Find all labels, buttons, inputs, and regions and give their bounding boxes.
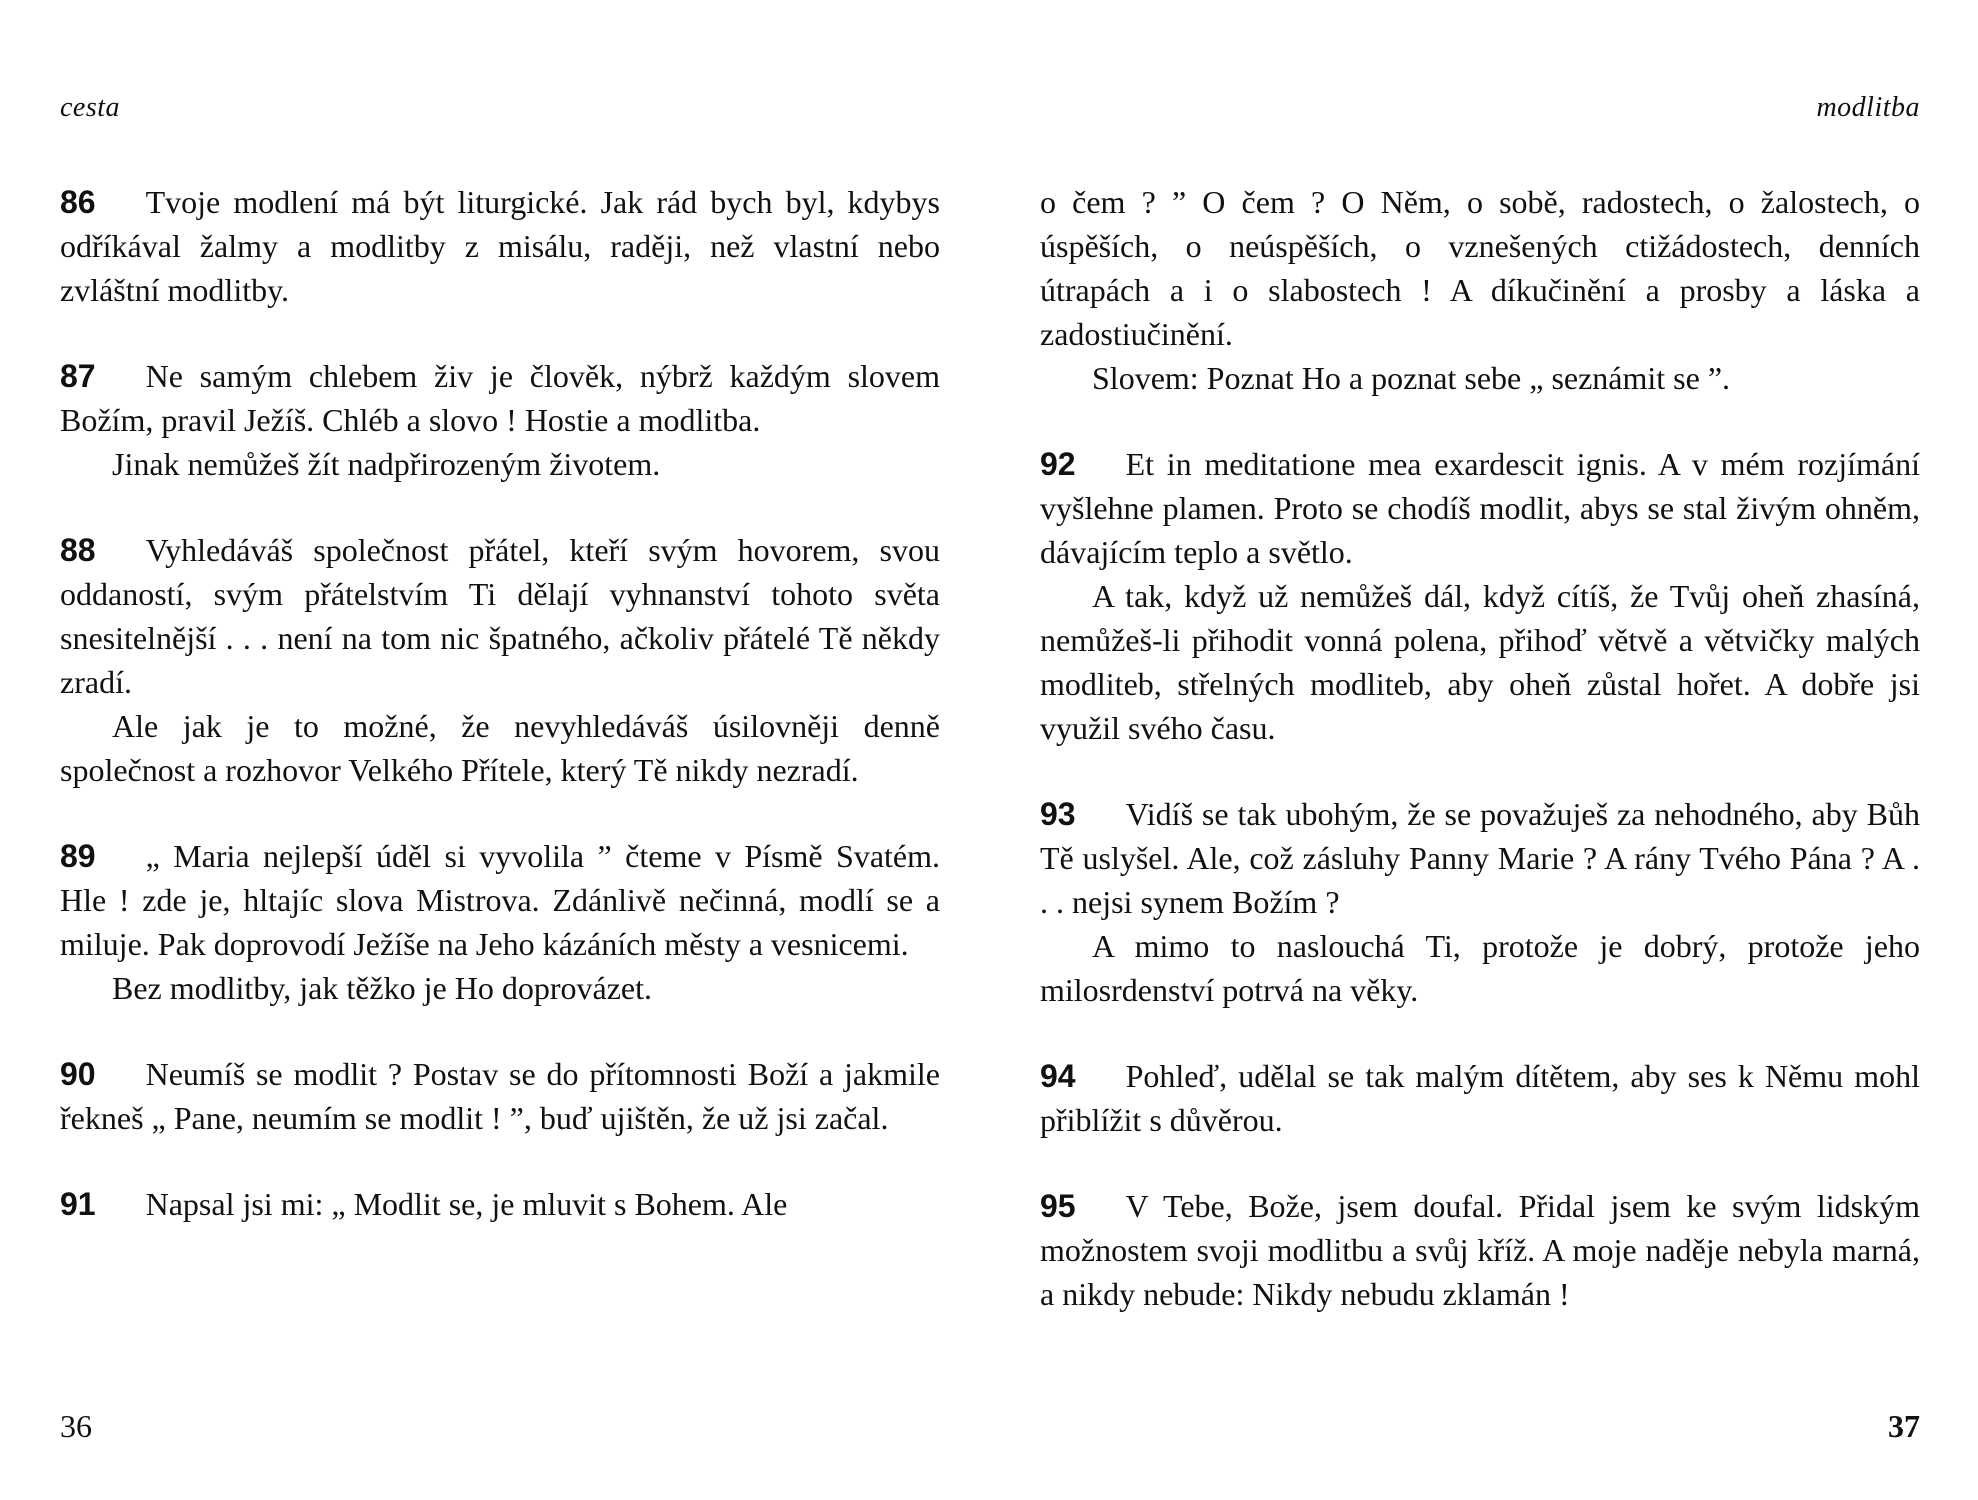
paragraph-text: o čem ? ” O čem ? O Něm, o sobě, radostech, o žalostech, o úspěších, o neúspěších, o vznešených ctižádostech, denních útrapách a i o slabostech ! A díkučinění a prosby a láska a zadostiučinění.: [1040, 184, 1920, 352]
paragraph-number: 92: [1040, 446, 1076, 482]
paragraph-continuation: Jinak nemůžeš žít nadpřirozeným životem.: [112, 446, 661, 482]
paragraph-text: Ne samým chlebem živ je člověk, nýbrž každým slovem Božím, pravil Ježíš. Chléb a slovo ! Hostie a modlitba.: [60, 358, 940, 438]
paragraph-93: [1040, 792, 1920, 1012]
right-page: [1040, 0, 1920, 1500]
paragraph-number: 88: [60, 532, 96, 568]
paragraph-91-continued: [1040, 180, 1920, 400]
paragraph-92: [1040, 442, 1920, 750]
paragraph-text: Vidíš se tak ubohým, že se považuješ za nehodného, aby Bůh Tě uslyšel. Ale, což zásluhy Panny Marie ? A rány Tvého Pána ? A . . . nejsi synem Božím ?: [1040, 796, 1920, 920]
paragraph-number: 93: [1040, 796, 1076, 832]
paragraph-number: 86: [60, 184, 96, 220]
paragraph-number: 87: [60, 358, 96, 394]
paragraph-text: Vyhledáváš společnost přátel, kteří svým hovorem, svou oddaností, svým přátelstvím Ti dělají vyhnanství tohoto světa snesitelnější . . . není na tom nic špatného, ačkoliv přátelé Tě někdy zradí.: [60, 532, 940, 700]
paragraph-text: Napsal jsi mi: „ Modlit se, je mluvit s Bohem. Ale: [145, 1186, 788, 1222]
paragraph-continuation: A tak, když už nemůžeš dál, když cítíš, že Tvůj oheň zhasíná, nemůžeš-li přihodit vonná polena, přihoď větvě a větvičky malých modliteb, střelných modliteb, aby oheň zůstal hořet. A dobře jsi využil svého času.: [1040, 578, 1920, 746]
paragraph-text: Pohleď, udělal se tak malým dítětem, aby ses k Němu mohl přiblížit s důvěrou.: [1040, 1058, 1920, 1138]
paragraph-87: [60, 354, 940, 486]
paragraph-continuation: A mimo to naslouchá Ti, protože je dobrý, protože jeho milosrdenství potrvá na věky.: [1040, 928, 1920, 1008]
page-number-left: 36: [60, 1408, 92, 1444]
paragraph-94: [1040, 1054, 1920, 1142]
paragraph-continuation: Bez modlitby, jak těžko je Ho doprovázet.: [112, 970, 652, 1006]
paragraph-number: 89: [60, 838, 96, 874]
paragraph-95: [1040, 1184, 1920, 1316]
paragraph-91: [60, 1182, 940, 1226]
left-page-body: [60, 180, 940, 1268]
left-page: [60, 0, 940, 1500]
paragraph-number: 95: [1040, 1188, 1076, 1224]
paragraph-90: [60, 1052, 940, 1140]
paragraph-continuation: Ale jak je to možné, že nevyhledáváš úsilovněji denně společnost a rozhovor Velkého Přítele, který Tě nikdy nezradí.: [60, 708, 940, 788]
page-number-right: 37: [1888, 1408, 1920, 1444]
paragraph-number: 94: [1040, 1058, 1076, 1094]
paragraph-88: [60, 528, 940, 792]
paragraph-text: Tvoje modlení má být liturgické. Jak rád bych byl, kdybys odříkával žalmy a modlitby z misálu, raději, než vlastní nebo zvláštní modlitby.: [60, 184, 940, 308]
paragraph-text: „ Maria nejlepší úděl si vyvolila ” čteme v Písmě Svatém. Hle ! zde je, hltajíc slova Mistrova. Zdánlivě nečinná, modlí se a miluje. Pak doprovodí Ježíše na Jeho kázáních městy a vesnicemi.: [60, 838, 940, 962]
paragraph-number: 91: [60, 1186, 96, 1222]
paragraph-number: 90: [60, 1056, 96, 1092]
right-page-body: [1040, 180, 1920, 1358]
paragraph-89: [60, 834, 940, 1010]
running-head-right: modlitba: [1816, 92, 1920, 123]
paragraph-86: [60, 180, 940, 312]
running-head-left: cesta: [60, 92, 121, 123]
paragraph-text: Et in meditatione mea exardescit ignis. A v mém rozjímání vyšlehne plamen. Proto se chodíš modlit, abys se stal živým ohněm, dávajícím teplo a světlo.: [1040, 446, 1920, 570]
paragraph-text: V Tebe, Bože, jsem doufal. Přidal jsem ke svým lidským možnostem svoji modlitbu a svůj kříž. A moje naděje nebyla marná, a nikdy nebude: Nikdy nebudu zklamán !: [1040, 1188, 1920, 1312]
paragraph-continuation: Slovem: Poznat Ho a poznat sebe „ seznámit se ”.: [1092, 360, 1731, 396]
paragraph-text: Neumíš se modlit ? Postav se do přítomnosti Boží a jakmile řekneš „ Pane, neumím se modlit ! ”, buď ujištěn, že už jsi začal.: [60, 1056, 940, 1136]
